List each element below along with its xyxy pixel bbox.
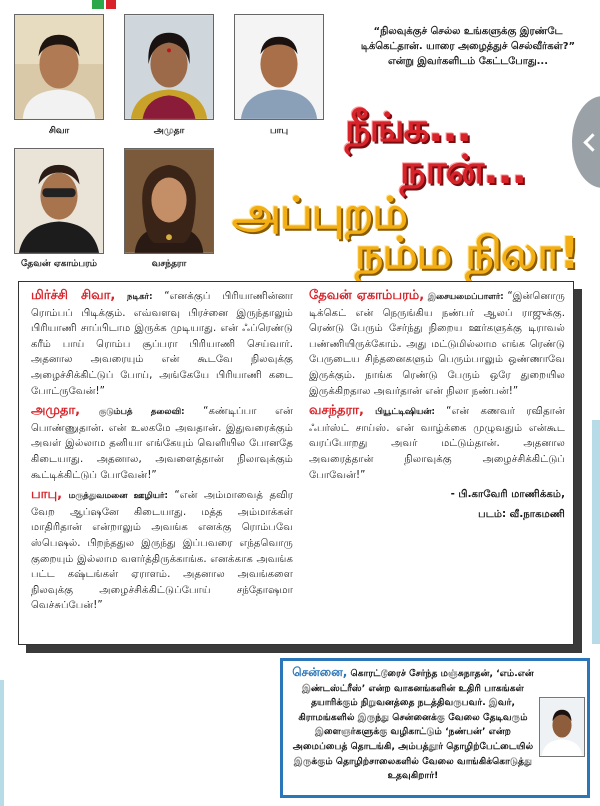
title-line-4: நம்ம நிலா! [355, 228, 579, 279]
byline-photo: படம்: வீ.நாகமணி [478, 508, 565, 520]
photo-amutha [124, 14, 214, 120]
title-line-1: நீங்க... [345, 105, 471, 151]
speaker-text: “இன்னொரு டிக்கெட் என் நெருங்கிய நண்பர் ஆலப் ராஜுக்கு. ரெண்டு பேரும் சேர்ந்து நிறைய ஊர்களுக்கு டிராவல் பண்ணியிருக்கோம். அது மட்டுமில்லாம எங்க ரெண்டு பேருடைய சிந்தனைகளும் பெரும்பாலும் ஒண்ணாவே இருக்கும். நாங்க ரெண்டு பேரும் ஒரே துறையில இருக்கிறதால அவர்தான் என் நிலா நண்பன்!” [309, 291, 565, 397]
para-vasanthara [309, 403, 565, 483]
portrait-amutha-icon [125, 15, 213, 119]
portrait-babu-icon [235, 15, 323, 119]
caption-babu: பாபு [269, 126, 289, 136]
caption-siva: சிவா [48, 126, 70, 136]
portrait-manjunathan-icon [540, 698, 584, 756]
speaker-role: நடிகர்: [127, 292, 153, 302]
speaker-text: “கண்டிப்பா என் பொண்ணுதான். என் உலகமே அவதான். இதுவரைக்கும் அவள் இல்லாம தனியா எங்கேயும் வெளியில போனதே கிடையாது. அதனால, அவளைத்தான் நிலாவுக்கும் கூட்டிக்கிட்டுப் போவேன்!” [31, 406, 293, 481]
flag-red-mark [106, 0, 116, 9]
bottom-body: கொரட்டூரைச் சேர்ந்த மஞ்சுநாதன், ‘எம்.என் இண்டஸ்ட்ரீஸ்’ என்ற வாகனங்களின் உதிரி பாகங்கள் தயாரிக்கும் நிறுவனத்தை நடத்திவருபவர். இவர், கிராமங்களில் இருந்து சென்னைக்கு வேலை தேடிவரும் இளைஞர்களுக்கு வழிகாட்டும் ‘நண்பன்’ என்ற அமைப்பைத் தொடங்கி, அம்பத்தூர் தொழிற்பேட்டையில் இருக்கும் தொழிற்சாலைகளில் வேலை வாங்கிக்கொடுத்து உதவுகிறார்! [292, 668, 534, 782]
speaker-role: பியூட்டிஷியன்: [375, 407, 435, 418]
speaker-role: இசையமைப்பாளர்: [427, 292, 504, 302]
flag-green-mark [92, 0, 104, 9]
speaker-role: குடும்பத் தலைவி: [98, 407, 185, 418]
right-accent-bar [592, 420, 600, 644]
speaker-name: வசந்தரா, [309, 403, 364, 419]
speaker-name: பாபு, [31, 487, 63, 503]
photo-siva [14, 14, 104, 120]
portrait-devan-icon [15, 149, 103, 253]
page-edge-tab[interactable] [572, 96, 600, 188]
para-babu [31, 487, 293, 614]
speaker-name: அமுதா, [31, 403, 81, 419]
speaker-role: மருத்துவமனை ஊழியர்: [68, 491, 168, 502]
caption-devan: தேவன் ஏகாம்பரம் [20, 259, 98, 269]
speaker-text: “என் அம்மாவைத் தவிர வேற ஆப்ஷனே கிடையாது. மத்த அம்மாக்கள் மாதிரிதான் என்றாலும் அவங்க எனக்கு ரொம்பவே ஸ்பெஷல். பிறந்ததுல இருந்து இப்பவரை எந்தவொரு குறையும் இல்லாம வளர்த்திருக்காங்க. எனக்காக அவங்க பட்ட கஷ்டங்கள் ஏராளம். அதனால அவங்களை நிலவுக்கு அழைச்சிக்கிட்டுப்போய் சந்தோஷமா வெச்சுப்பேன்!” [31, 490, 293, 612]
photo-manjunathan [539, 697, 585, 757]
article-column-right [309, 288, 565, 522]
bottom-info-box [280, 658, 590, 798]
portrait-siva-icon [15, 15, 103, 119]
speaker-name: மிர்ச்சி சிவா, [31, 288, 116, 303]
byline-author: - பி.காவேரி மாணிக்கம், [450, 489, 565, 501]
bottom-lead: சென்னை, [292, 665, 348, 679]
para-siva [31, 288, 293, 399]
title-line-3: அப்புறம் [232, 188, 407, 239]
caption-amutha: அமுதா [153, 126, 185, 136]
left-accent-bar [0, 680, 4, 806]
photo-vasanthara [124, 148, 214, 254]
para-amutha [31, 403, 293, 483]
article-column-left [31, 288, 293, 618]
bottom-paragraph [291, 665, 535, 784]
speaker-text: “எனக்குப் பிரியாணின்னா ரொம்பப் பிடிக்கும். எவ்வளவு பிரச்னை இருந்தாலும் பிரியாணி சாப்பிடாம இருக்க முடியாது. என் ஃப்ரெண்டு கரீம் பாய் ரொம்ப சூப்பரா பிரியாணி செய்வார். அதனால அவரையும் என் கூடவே நிலவுக்கு அழைச்சிக்கிட்டுப் போய், அங்கேயே பிரியாணி கடை போட்ருவேன்!” [31, 291, 294, 397]
intro-quote: “நிலவுக்குச் செல்ல உங்களுக்கு இரண்டே டிக்கெட்தான். யாரை அழைத்துச் செல்வீர்கள்?” என்று இவர்களிடம் கேட்டபோது... [360, 26, 576, 67]
para-devan [309, 288, 565, 399]
speaker-name: தேவன் ஏகாம்பரம், [309, 288, 425, 303]
title-line-2: நான்... [400, 147, 526, 193]
photo-devan [14, 148, 104, 254]
article-box [18, 281, 574, 645]
photo-babu [234, 14, 324, 120]
speaker-text: “என் கணவர் ரவிதான் ஃபர்ஸ்ட் சாய்ஸ். என் வாழ்க்கை முழுவதும் என்கூட வரப்போறது அவர் மட்டும்தான். அதனால அவரைத்தான் நிலாவுக்கு அழைச்சிக்கிட்டுப் போவேன்!” [309, 406, 565, 481]
caption-vasanthara: வசந்தரா [151, 259, 187, 269]
portrait-vasanthara-icon [125, 149, 213, 253]
